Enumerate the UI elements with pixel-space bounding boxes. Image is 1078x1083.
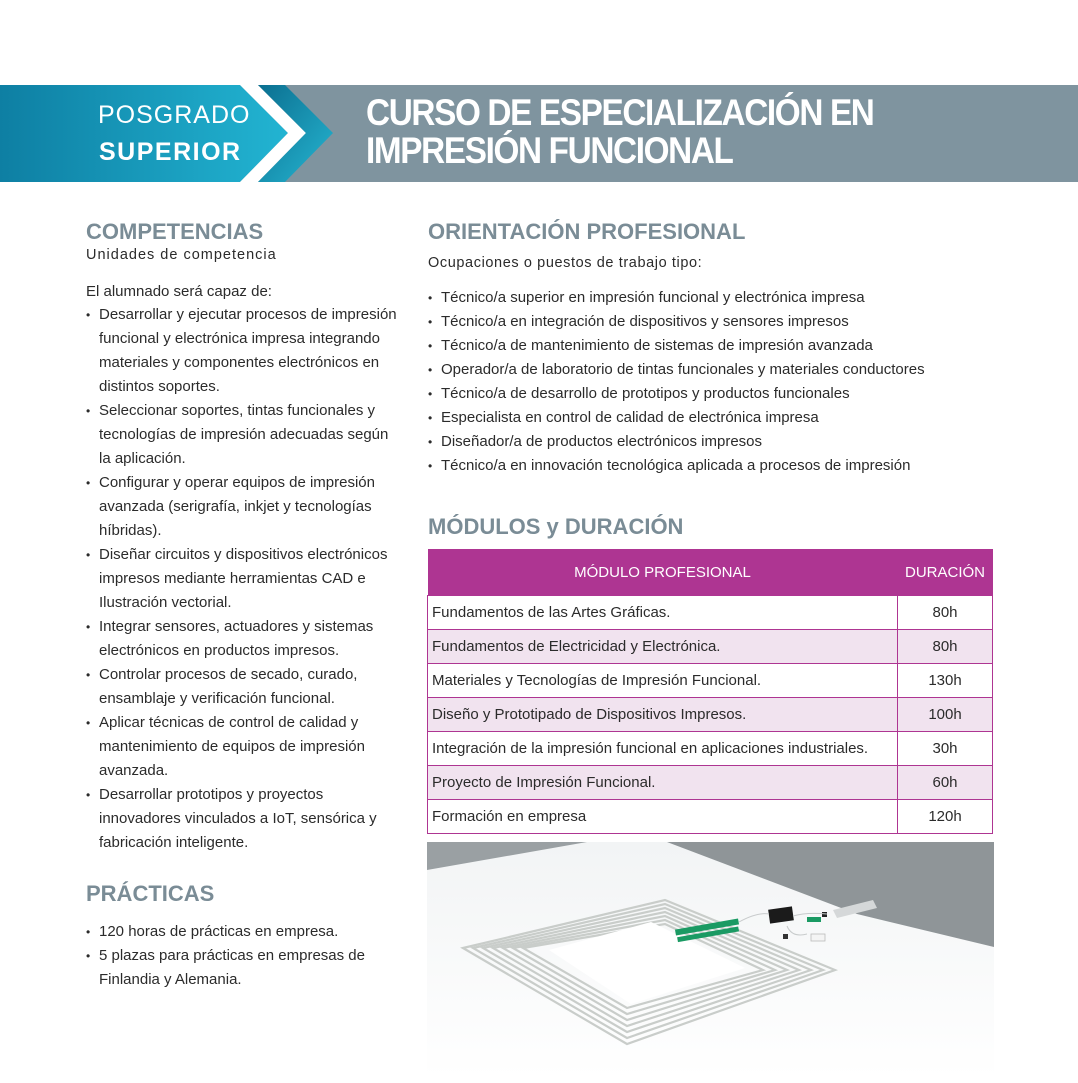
posgrado-label: POSGRADO (98, 101, 251, 129)
table-row (428, 766, 993, 800)
table-row (428, 630, 993, 664)
column-header-module: MÓDULO PROFESIONAL (428, 549, 898, 596)
list-item: • 120 horas de prácticas en empresa. (86, 920, 386, 944)
module-duration: 120h (898, 800, 993, 834)
title-line-1: CURSO DE ESPECIALIZACIÓN EN (366, 92, 874, 133)
orientacion-subheading: Ocupaciones o puestos de trabajo tipo: (428, 255, 703, 271)
column-header-duration: DURACIÓN (898, 549, 993, 596)
modulos-table (427, 549, 993, 834)
module-name: Fundamentos de Electricidad y Electrónica. (428, 630, 898, 664)
list-item: • Especialista en control de calidad de electrónica impresa (428, 406, 988, 430)
module-name: Integración de la impresión funcional en aplicaciones industriales. (428, 732, 898, 766)
table-row (428, 732, 993, 766)
printed-electronics-photo (427, 842, 994, 1078)
modulos-heading: MÓDULOS y DURACIÓN (428, 514, 684, 539)
list-item: • Técnico/a en innovación tecnológica aplicada a procesos de impresión (428, 454, 988, 478)
module-name: Fundamentos de las Artes Gráficas. (428, 596, 898, 630)
table-row (428, 698, 993, 732)
module-name: Proyecto de Impresión Funcional. (428, 766, 898, 800)
list-item: • Controlar procesos de secado, curado, ensamblaje y verificación funcional. (86, 663, 402, 711)
practicas-list (86, 920, 386, 992)
list-item: • Desarrollar prototipos y proyectos innovadores vinculados a IoT, sensórica y fabricación inteligente. (86, 783, 402, 855)
competencias-intro: El alumnado será capaz de: (86, 283, 272, 300)
list-item: • Técnico/a en integración de dispositivos y sensores impresos (428, 310, 988, 334)
competencias-subheading: Unidades de competencia (86, 247, 277, 263)
module-name: Diseño y Prototipado de Dispositivos Impresos. (428, 698, 898, 732)
list-item: • Aplicar técnicas de control de calidad y mantenimiento de equipos de impresión avanzada. (86, 711, 402, 783)
posgrado-badge (0, 85, 330, 182)
module-duration: 100h (898, 698, 993, 732)
module-duration: 130h (898, 664, 993, 698)
header-banner (0, 85, 1078, 182)
list-item: • Diseñador/a de productos electrónicos impresos (428, 430, 988, 454)
list-item: • Diseñar circuitos y dispositivos electrónicos impresos mediante herramientas CAD e Ilustración vectorial. (86, 543, 402, 615)
module-duration: 80h (898, 596, 993, 630)
printed-antenna-illustration (427, 842, 994, 1078)
list-item: • Técnico/a de desarrollo de prototipos y productos funcionales (428, 382, 988, 406)
module-duration: 30h (898, 732, 993, 766)
list-item: • Desarrollar y ejecutar procesos de impresión funcional y electrónica impresa integrando materiales y componentes electrónicos en distintos soportes. (86, 303, 402, 399)
list-item: • Técnico/a de mantenimiento de sistemas de impresión avanzada (428, 334, 988, 358)
list-item: • Configurar y operar equipos de impresión avanzada (serigrafía, inkjet y tecnologías híbridas). (86, 471, 402, 543)
module-name: Formación en empresa (428, 800, 898, 834)
list-item: • Seleccionar soportes, tintas funcionales y tecnologías de impresión adecuadas según la aplicación. (86, 399, 402, 471)
orientacion-heading: ORIENTACIÓN PROFESIONAL (428, 219, 746, 244)
list-item: • 5 plazas para prácticas en empresas de Finlandia y Alemania. (86, 944, 386, 992)
list-item: • Integrar sensores, actuadores y sistemas electrónicos en productos impresos. (86, 615, 402, 663)
superior-label: SUPERIOR (99, 138, 242, 166)
module-duration: 60h (898, 766, 993, 800)
practicas-heading: PRÁCTICAS (86, 881, 215, 906)
competencias-list (86, 303, 402, 855)
table-row (428, 664, 993, 698)
orientacion-list (428, 286, 988, 478)
table-row (428, 596, 993, 630)
module-name: Materiales y Tecnologías de Impresión Funcional. (428, 664, 898, 698)
page-title (366, 94, 874, 170)
title-line-2: IMPRESIÓN FUNCIONAL (366, 130, 733, 171)
chevron-arrow-icon (0, 85, 340, 182)
table-header-row (428, 549, 993, 596)
competencias-heading: COMPETENCIAS (86, 219, 264, 244)
table-row (428, 800, 993, 834)
module-duration: 80h (898, 630, 993, 664)
list-item: • Técnico/a superior en impresión funcional y electrónica impresa (428, 286, 988, 310)
list-item: • Operador/a de laboratorio de tintas funcionales y materiales conductores (428, 358, 988, 382)
